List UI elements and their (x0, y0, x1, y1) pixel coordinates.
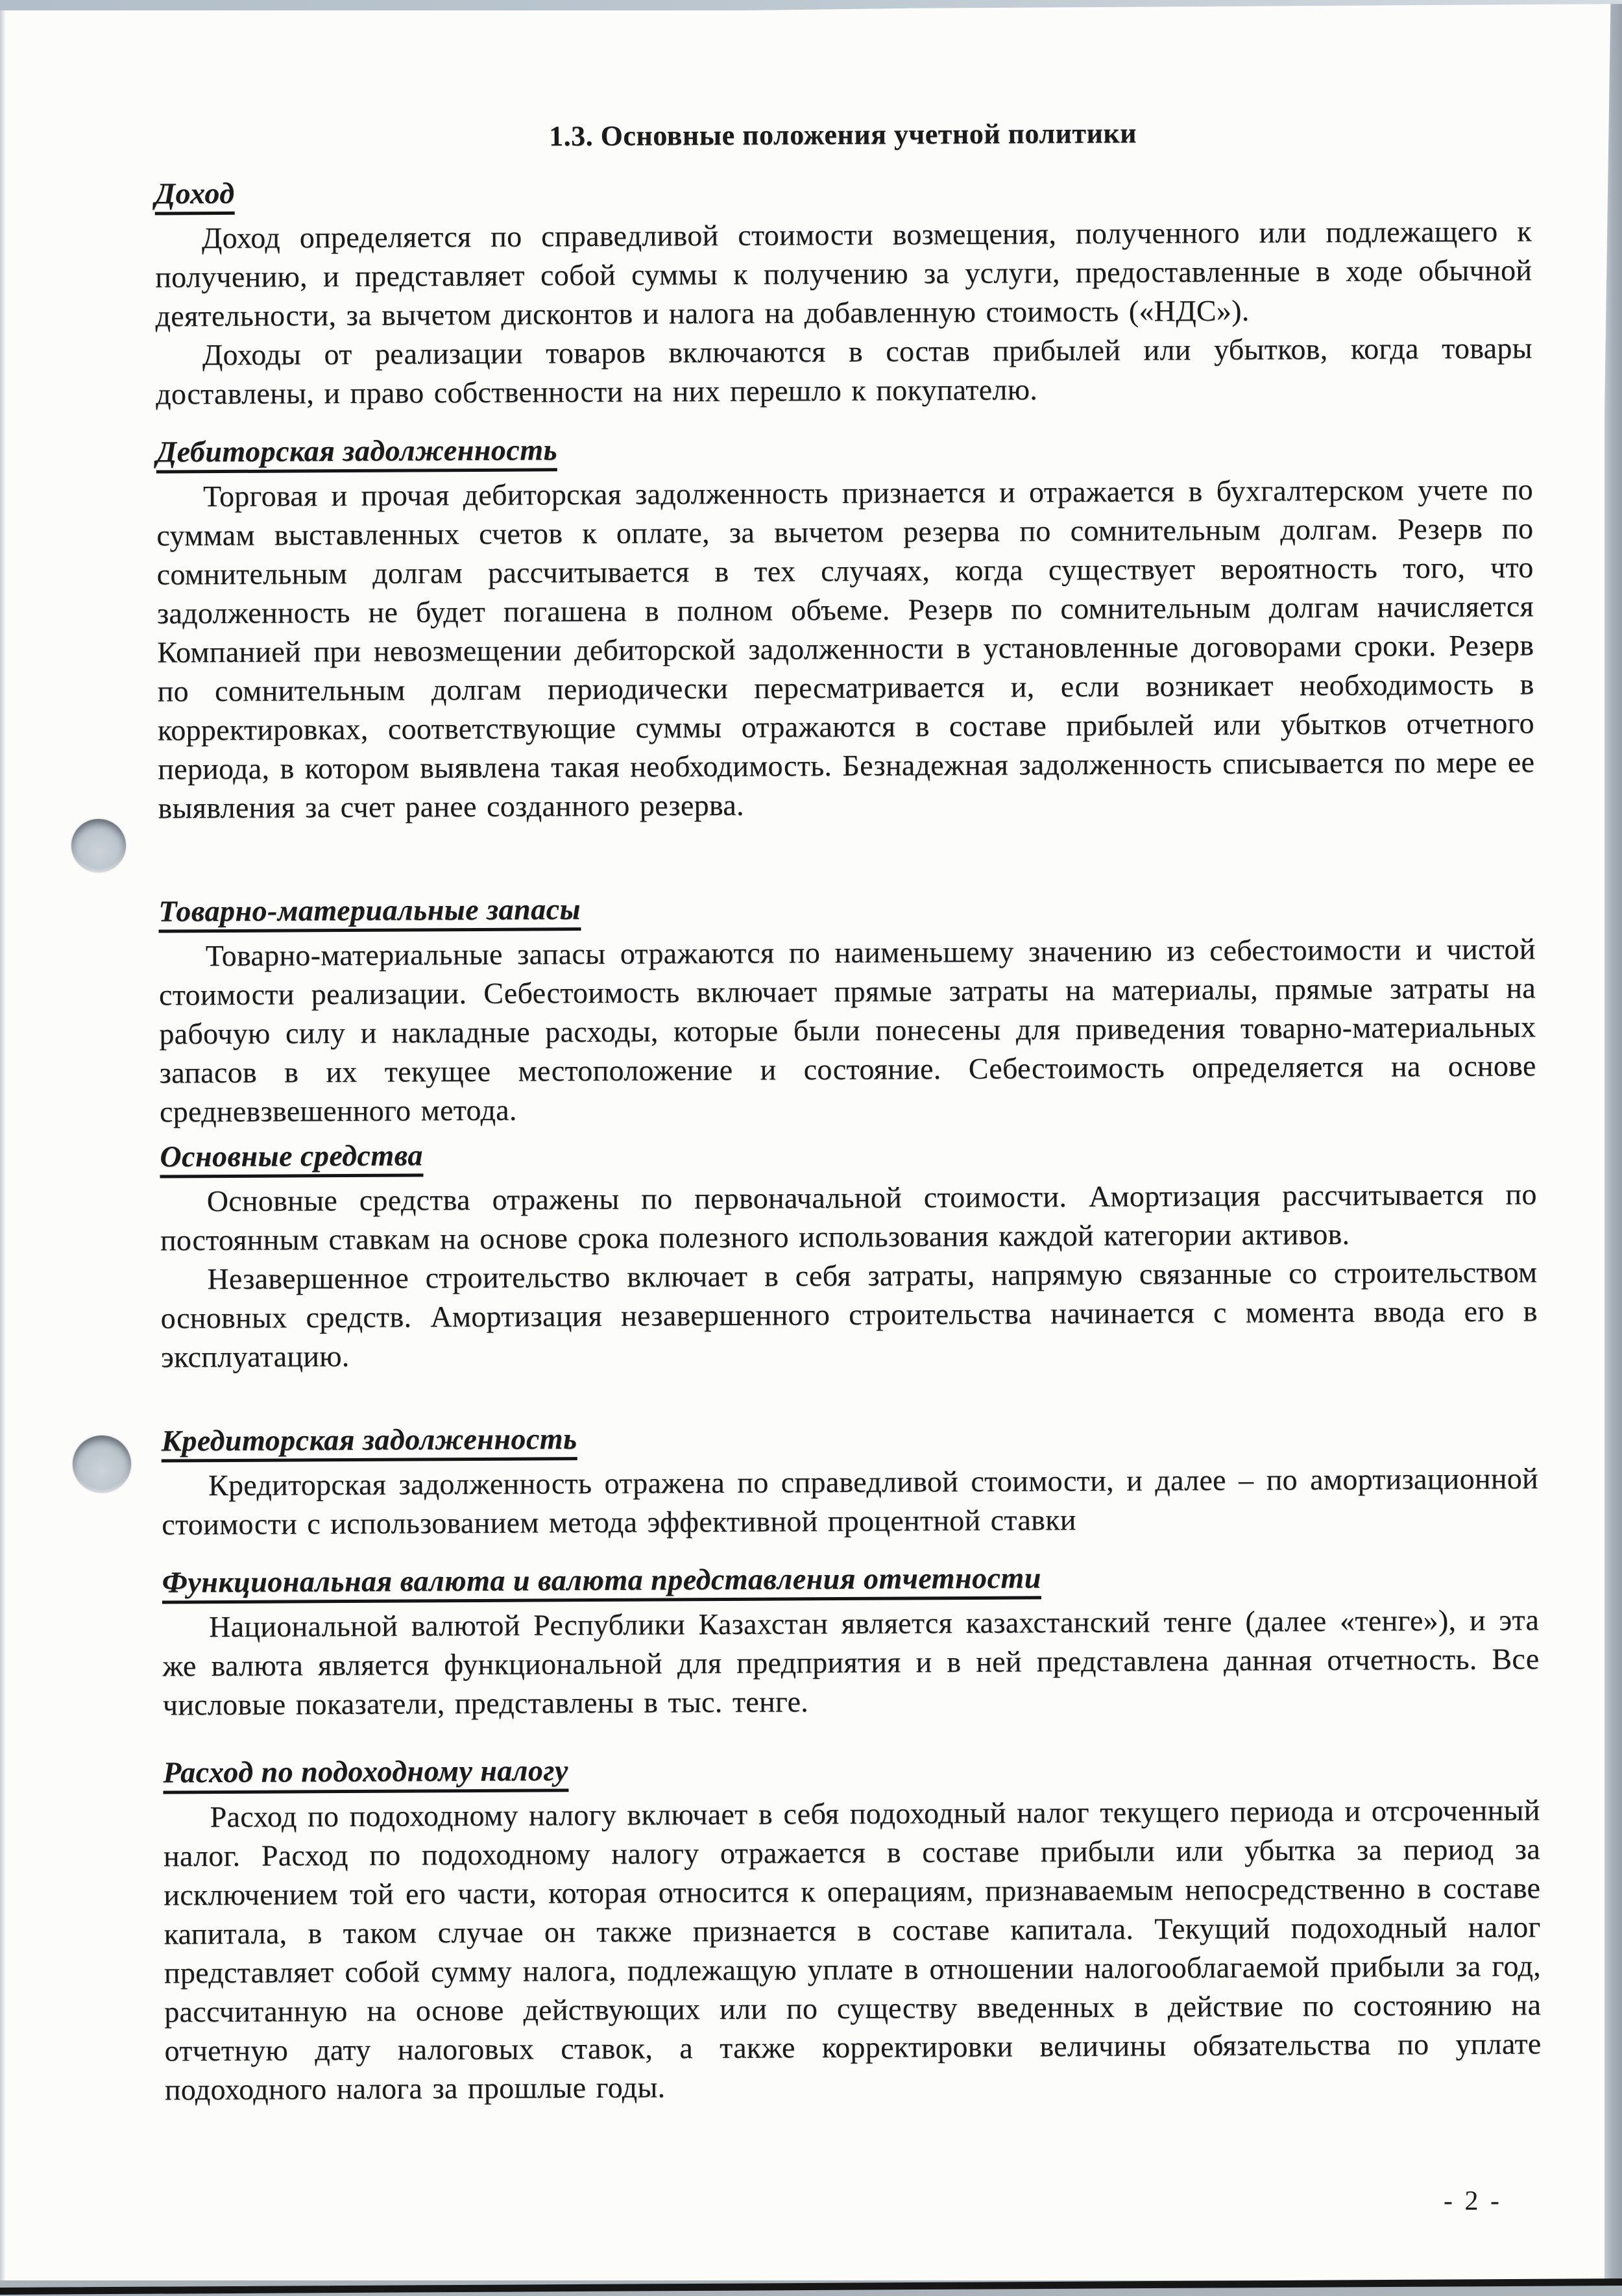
page-number: - 2 - (1444, 2186, 1502, 2216)
paragraph: Незавершенное строительство включает в себя затраты, напрямую связанные со строительством основных средств. Амортизация незавершенного строительства начинается с момента ввода его в эксплуатацию. (160, 1255, 1538, 1374)
section-heading-text: Функциональная валюта и валюта представления отчетности (162, 1561, 1041, 1604)
paragraph: Торговая и прочая дебиторская задолженность признается и отражается в бухгалтерском учете по суммам выставленных счетов к оплате, за вычетом резерва по сомнительным долгам. Резерв по сомнительным долгам рассчитывается в тех случаях, когда существует вероятность того, что задолженность не будет погашена в полном объеме. Резерв по сомнительным долгам начисляется Компанией при невозмещении дебиторской задолженности в установленные договорами сроки. Резерв по сомнительным долгам периодически пересматривается и, если возникает необходимость в корректировках, соответствующие суммы отражаются в составе прибылей или убытков отчетного периода, в котором выявлена такая необходимость. Безнадежная задолженность списывается по мере ее выявления за счет ранее созданного резерва. (156, 472, 1535, 825)
section-heading (158, 885, 1535, 930)
paragraph: Доходы от реализации товаров включаются в состав прибылей или убытков, когда товары доставлены, и право собственности на них перешло к покупателю. (156, 331, 1533, 411)
paragraph: Расход по подоходному налогу включает в себя подоходный налог текущего периода и отсроченный налог. Расход по подоходному налогу отражается в составе прибыли или убытка за период за исключением той его части, которая относится к операциям, признаваемым непосредственно в составе капитала, в таком случае он также признается в составе капитала. Текущий подоходный налог представляет собой сумму налога, подлежащую уплате в отношении налогооблагаемой прибыли за год, рассчитанную на основе действующих или по существу введенных в действие по состоянию на отчетную дату налоговых ставок, а также корректировки величины обязательства по уплате подоходного налога за прошлые годы. (163, 1793, 1542, 2107)
paragraph: Основные средства отражены по первоначальной стоимости. Амортизация рассчитывается по постоянным ставкам на основе срока полезного использования каждой категории активов. (160, 1177, 1537, 1257)
document-title: 1.3. Основные положения учетной политики (549, 117, 1137, 153)
hole-punch-top (71, 819, 126, 872)
section-heading-text: Расход по подоходному налогу (163, 1753, 568, 1794)
section-heading-text: Товарно-материальные запасы (158, 892, 581, 933)
section-heading (156, 426, 1533, 470)
section-functional-currency (162, 1556, 1540, 1724)
scan-edge-left (0, 0, 6, 2296)
section-heading (160, 1130, 1536, 1175)
document-content (154, 113, 1542, 2109)
hole-punch-bottom (73, 1435, 131, 1493)
paragraph: Товарно-материальные запасы отражаются по наименьшему значению из себестоимости и чистой стоимости реализации. Себестоимость включает прямые затраты на материалы, прямые затраты на рабочую силу и накладные расходы, которые были понесены для приведения товарно-материальных запасов в их текущее местоположение и состояние. Себестоимость определяется на основе средневзвешенного метода. (158, 932, 1536, 1129)
section-income-tax-expense (163, 1746, 1542, 2109)
section-heading (154, 167, 1531, 212)
scan-edge-top (0, 0, 1622, 10)
section-heading-text: Дебиторская задолженность (156, 433, 558, 473)
section-accounts-receivable (156, 426, 1535, 827)
scan-edge-right (1604, 0, 1622, 2296)
section-heading-text: Основные средства (160, 1138, 423, 1178)
section-revenue (154, 167, 1532, 413)
section-heading-text: Кредиторская задолженность (162, 1422, 577, 1462)
paragraph: Доход определяется по справедливой стоимости возмещения, полученного или подлежащего к получению, и представляет собой суммы к получению за услуги, предоставленные в ходе обычной деятельности, за вычетом дисконтов и налога на добавленную стоимость («НДС»). (155, 214, 1532, 333)
section-heading (162, 1556, 1539, 1601)
section-accounts-payable (162, 1415, 1539, 1544)
paragraph: Кредиторская задолженность отражена по справедливой стоимости, и далее – по амортизационной стоимости с использованием метода эффективной процентной ставки (162, 1461, 1539, 1541)
section-fixed-assets (160, 1130, 1538, 1376)
section-inventories (158, 885, 1536, 1131)
section-heading (163, 1746, 1540, 1791)
paragraph: Национальной валютой Республики Казахстан является казахстанский тенге (далее «тенге»), и эта же валюта является функциональной для предприятия и в ней представлена данная отчетность. Все числовые показатели, представлены в тыс. тенге. (162, 1603, 1540, 1722)
section-heading (162, 1415, 1538, 1459)
section-heading-text: Доход (154, 177, 234, 215)
